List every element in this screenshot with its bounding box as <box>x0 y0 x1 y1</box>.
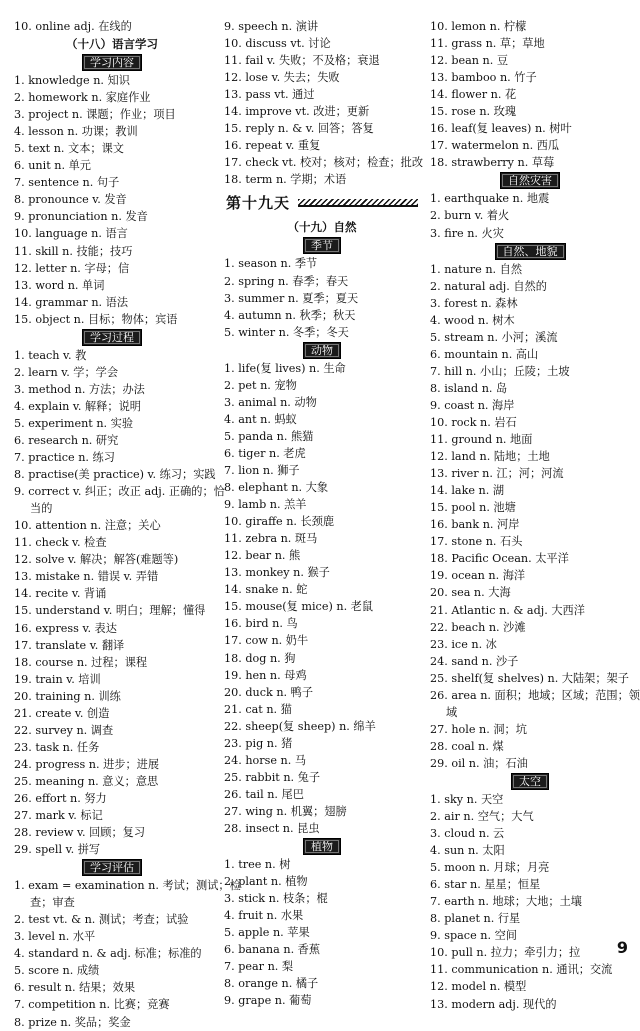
vocab-entry: 6. research n. 研究 <box>14 433 119 447</box>
vocab-entry: 25. rabbit n. 兔子 <box>224 770 321 784</box>
vocab-entry: 2. homework n. 家庭作业 <box>14 91 151 105</box>
vocab-entry: 11. fail v. 失败；不及格；衰退 <box>224 54 380 68</box>
vocab-entry: 29. oil n. 油；石油 <box>430 756 528 770</box>
vocab-entry: 11. check v. 检查 <box>14 536 107 550</box>
vocab-entry: 7. hill n. 小山；丘陵；土坡 <box>430 364 570 378</box>
vocab-entry: 4. autumn n. 秋季；秋天 <box>224 308 356 322</box>
vocab-entry-continuation: 域 <box>446 705 458 719</box>
vocab-entry: 14. improve vt. 改进；更新 <box>224 105 370 119</box>
vocab-entry: 5. apple n. 苹果 <box>224 926 310 940</box>
vocab-entry: 6. banana n. 香蕉 <box>224 943 321 957</box>
section-label-text: 自然、地貌 <box>495 243 566 260</box>
vocab-entry: 17. cow n. 奶牛 <box>224 634 309 648</box>
vocab-entry: 1. life(复 lives) n. 生命 <box>224 361 346 375</box>
vocab-entry: 18. course n. 过程；课程 <box>14 655 148 669</box>
vocab-entry: 15. understand v. 明白；理解；懂得 <box>14 604 206 618</box>
vocab-entry: 6. star n. 星星；恒星 <box>430 878 541 892</box>
vocab-entry: 26. area n. 面积；地域；区域；范围；领 <box>430 688 640 702</box>
vocab-entry: 26. tail n. 尾巴 <box>224 787 304 801</box>
vocab-entry: 22. sheep(复 sheep) n. 绵羊 <box>224 719 376 733</box>
vocab-entry: 7. lion n. 狮子 <box>224 463 300 477</box>
vocab-entry: 10. rock n. 岩石 <box>430 415 517 429</box>
vocab-entry: 3. summer n. 夏季；夏天 <box>224 291 359 305</box>
vocab-entry: 8. pronounce v. 发音 <box>14 193 127 207</box>
vocab-entry: 1. sky n. 天空 <box>430 792 504 806</box>
vocab-entry: 9. speech n. 演讲 <box>224 20 319 33</box>
vocab-entry: 15. rose n. 玫瑰 <box>430 105 517 119</box>
vocab-entry: 4. standard n. & adj. 标准；标准的 <box>14 947 202 961</box>
vocab-entry: 22. survey n. 调查 <box>14 723 114 737</box>
vocab-entry: 12. bear n. 熊 <box>224 549 301 563</box>
vocab-entry: 24. horse n. 马 <box>224 753 307 767</box>
vocab-entry: 8. orange n. 橘子 <box>224 977 319 991</box>
vocab-entry: 10. attention n. 注意；关心 <box>14 519 161 533</box>
vocab-entry: 3. method n. 方法；办法 <box>14 382 145 396</box>
vocab-entry: 10. pull n. 拉力；牵引力；拉 <box>430 946 581 960</box>
column-middle <box>224 18 424 1009</box>
vocab-entry: 4. explain v. 解释；说明 <box>14 399 141 413</box>
vocab-entry: 8. elephant n. 大象 <box>224 481 329 495</box>
vocab-entry: 4. wood n. 树木 <box>430 313 515 327</box>
section-label <box>430 773 630 790</box>
vocab-entry: 21. create v. 创造 <box>14 706 110 720</box>
vocab-entry: 14. snake n. 蛇 <box>224 583 308 597</box>
vocab-entry: 3. level n. 水平 <box>14 930 96 944</box>
vocab-entry: 13. word n. 单词 <box>14 278 105 292</box>
column-left <box>14 18 241 1031</box>
vocab-entry: 12. lose v. 失去；失败 <box>224 71 340 85</box>
vocab-entry: 3. animal n. 动物 <box>224 395 317 409</box>
vocab-entry: 5. score n. 成绩 <box>14 964 100 978</box>
vocab-entry: 14. flower n. 花 <box>430 88 517 102</box>
vocab-entry: 20. training n. 训练 <box>14 689 121 703</box>
vocab-entry: 21. Atlantic n. & adj. 大西洋 <box>430 603 585 617</box>
vocab-entry: 28. coal n. 煤 <box>430 739 504 753</box>
vocab-entry: 18. Pacific Ocean. 太平洋 <box>430 552 569 566</box>
vocab-entry: 2. natural adj. 自然的 <box>430 279 547 293</box>
vocab-entry: 13. river n. 江；河；河流 <box>430 467 564 481</box>
vocab-entry: 7. practice n. 练习 <box>14 451 115 465</box>
vocab-entry: 2. spring n. 春季；春天 <box>224 274 349 288</box>
vocab-entry: 5. text n. 文本；课文 <box>14 142 124 156</box>
vocab-entry: 13. pass vt. 通过 <box>224 88 315 102</box>
vocab-entry: 15. pool n. 池塘 <box>430 501 516 515</box>
topic-heading: （十九）自然 <box>287 220 357 235</box>
section-label-text: 动物 <box>303 342 341 359</box>
decorative-zigzag-rule <box>298 199 418 207</box>
vocab-entry: 29. spell v. 拼写 <box>14 843 101 857</box>
vocab-entry: 24. sand n. 沙子 <box>430 654 519 668</box>
vocab-entry: 18. dog n. 狗 <box>224 651 296 665</box>
vocab-entry: 16. bird n. 鸟 <box>224 617 298 631</box>
vocab-entry: 12. letter n. 字母；信 <box>14 261 130 275</box>
vocab-entry: 12. land n. 陆地；土地 <box>430 450 550 464</box>
vocab-entry: 8. prize n. 奖品；奖金 <box>14 1015 131 1029</box>
vocab-entry: 1. tree n. 树 <box>224 858 291 872</box>
vocab-entry: 6. tiger n. 老虎 <box>224 446 306 460</box>
vocab-entry: 16. bank n. 河岸 <box>430 518 520 532</box>
vocab-entry: 11. ground n. 地面 <box>430 433 533 447</box>
vocab-entry: 20. sea n. 大海 <box>430 586 511 600</box>
vocab-entry: 9. coast n. 海岸 <box>430 398 515 412</box>
vocab-entry: 3. stick n. 枝条；棍 <box>224 892 328 906</box>
vocab-entry: 13. bamboo n. 竹子 <box>430 71 537 85</box>
vocab-entry: 16. express v. 表达 <box>14 621 117 635</box>
vocab-entry: 10. discuss vt. 讨论 <box>224 37 331 51</box>
vocab-entry: 14. recite v. 背诵 <box>14 587 107 601</box>
vocab-entry: 26. effort n. 努力 <box>14 791 107 805</box>
vocab-entry: 3. project n. 课题；作业；项目 <box>14 108 176 122</box>
vocab-entry: 7. earth n. 地球；大地；土壤 <box>430 895 582 909</box>
vocab-entry: 6. mountain n. 高山 <box>430 347 539 361</box>
section-label <box>14 54 210 71</box>
vocab-entry: 10. language n. 语言 <box>14 227 128 241</box>
section-label <box>14 329 210 346</box>
vocab-entry: 2. air n. 空气；大气 <box>430 810 534 824</box>
vocab-entry: 8. island n. 岛 <box>430 381 508 395</box>
vocab-entry: 14. lake n. 湖 <box>430 484 505 498</box>
vocab-entry: 21. cat n. 猫 <box>224 702 292 716</box>
vocab-entry: 5. experiment n. 实验 <box>14 416 134 430</box>
vocab-entry: 16. leaf(复 leaves) n. 树叶 <box>430 122 572 136</box>
vocab-entry: 4. lesson n. 功课；教训 <box>14 125 138 139</box>
vocab-entry: 1. teach v. 教 <box>14 348 87 362</box>
vocab-entry: 2. pet n. 宠物 <box>224 378 297 392</box>
vocab-entry: 17. translate v. 翻译 <box>14 638 125 652</box>
vocab-entry: 23. task n. 任务 <box>14 740 100 754</box>
vocab-entry: 19. ocean n. 海洋 <box>430 569 526 583</box>
section-label-text: 植物 <box>303 838 341 855</box>
section-label <box>224 838 420 855</box>
vocab-entry: 14. grammar n. 语法 <box>14 295 129 309</box>
vocab-entry: 15. object n. 目标；物体；宾语 <box>14 312 178 326</box>
vocab-entry: 23. ice n. 冰 <box>430 637 497 651</box>
vocab-entry: 7. competition n. 比赛；竞赛 <box>14 998 170 1012</box>
vocab-entry: 9. grape n. 葡萄 <box>224 994 312 1008</box>
section-label-text: 学习过程 <box>82 329 142 346</box>
vocab-entry: 9. pronunciation n. 发音 <box>14 210 148 224</box>
vocab-entry: 18. strawberry n. 草莓 <box>430 156 555 170</box>
vocab-entry: 9. lamb n. 羔羊 <box>224 498 307 512</box>
vocab-entry: 10. online adj. 在线的 <box>14 20 132 33</box>
vocab-entry: 17. watermelon n. 西瓜 <box>430 139 560 153</box>
vocab-entry: 11. zebra n. 斑马 <box>224 532 318 546</box>
vocab-entry: 1. nature n. 自然 <box>430 262 523 276</box>
vocab-entry: 4. ant n. 蚂蚁 <box>224 412 297 426</box>
vocab-entry: 3. forest n. 森林 <box>430 296 518 310</box>
vocab-entry: 11. grass n. 草；草地 <box>430 37 545 51</box>
vocab-entry: 5. moon n. 月球；月亮 <box>430 861 550 875</box>
vocab-entry: 1. season n. 季节 <box>224 257 318 271</box>
day-heading <box>224 190 420 216</box>
section-label-text: 季节 <box>303 237 341 254</box>
vocab-entry: 6. unit n. 单元 <box>14 159 91 173</box>
vocab-entry: 10. lemon n. 柠檬 <box>430 20 527 33</box>
vocab-entry: 19. train v. 培训 <box>14 672 101 686</box>
vocab-entry: 16. repeat v. 重复 <box>224 139 321 153</box>
vocab-entry: 2. plant n. 植物 <box>224 875 308 889</box>
vocab-entry: 28. insect n. 昆虫 <box>224 821 320 835</box>
vocab-entry: 2. burn v. 着火 <box>430 209 510 223</box>
vocab-entry: 17. check vt. 校对；核对；检查；批改 <box>224 156 424 170</box>
vocab-entry: 2. test vt. & n. 测试；考查；试验 <box>14 913 189 927</box>
section-label <box>430 243 630 260</box>
vocab-entry: 13. modern adj. 现代的 <box>430 997 557 1011</box>
vocab-entry: 1. exam = examination n. 考试；测试；检 <box>14 879 241 893</box>
vocab-entry: 5. winter n. 冬季；冬天 <box>224 325 349 339</box>
vocab-entry: 28. review v. 回顾；复习 <box>14 826 146 840</box>
section-label-text: 学习评估 <box>82 859 142 876</box>
vocab-entry: 1. knowledge n. 知识 <box>14 74 130 88</box>
day-heading-text: 第十九天 <box>226 194 291 213</box>
column-right <box>430 18 640 1013</box>
vocab-entry: 12. solve v. 解决；解答(难题等) <box>14 553 179 567</box>
vocab-entry: 18. term n. 学期；术语 <box>224 173 347 187</box>
vocab-entry: 8. planet n. 行星 <box>430 912 521 926</box>
vocab-entry: 12. bean n. 豆 <box>430 54 509 68</box>
vocab-entry: 10. giraffe n. 长颈鹿 <box>224 515 335 529</box>
vocab-entry-continuation: 当的 <box>30 502 53 516</box>
vocab-entry: 11. skill n. 技能；技巧 <box>14 244 133 258</box>
vocab-entry: 12. model n. 模型 <box>430 980 527 994</box>
vocab-entry: 5. panda n. 熊猫 <box>224 429 314 443</box>
vocab-entry: 15. reply n. & v. 回答；答复 <box>224 122 374 136</box>
vocab-entry: 27. mark v. 标记 <box>14 809 103 823</box>
vocab-entry: 24. progress n. 进步；进展 <box>14 757 160 771</box>
vocab-entry: 20. duck n. 鸭子 <box>224 685 314 699</box>
vocab-entry: 19. hen n. 母鸡 <box>224 668 307 682</box>
vocab-entry: 8. practise(美 practice) v. 练习；实践 <box>14 468 216 482</box>
section-label <box>224 342 420 359</box>
topic-heading: （十八）语言学习 <box>66 37 158 52</box>
vocab-entry: 25. shelf(复 shelves) n. 大陆架；架子 <box>430 671 629 685</box>
section-label <box>224 237 420 254</box>
vocab-entry: 7. sentence n. 句子 <box>14 176 120 190</box>
vocab-entry: 13. monkey n. 猴子 <box>224 566 330 580</box>
vocab-entry: 7. pear n. 梨 <box>224 960 294 974</box>
vocab-entry: 9. correct v. 纠正；改正 adj. 正确的；恰 <box>14 485 225 499</box>
section-label <box>430 172 630 189</box>
vocab-entry: 17. stone n. 石头 <box>430 535 523 549</box>
vocab-entry: 9. space n. 空间 <box>430 929 517 943</box>
vocab-entry: 6. result n. 结果；效果 <box>14 981 136 995</box>
section-label-text: 自然灾害 <box>500 172 560 189</box>
vocab-entry: 22. beach n. 沙滩 <box>430 620 526 634</box>
section-label-text: 太空 <box>511 773 549 790</box>
vocab-entry: 3. cloud n. 云 <box>430 827 505 841</box>
vocab-entry: 4. sun n. 太阳 <box>430 844 505 858</box>
vocab-entry: 15. mouse(复 mice) n. 老鼠 <box>224 600 374 614</box>
vocab-entry: 5. stream n. 小河；溪流 <box>430 330 558 344</box>
vocab-entry: 3. fire n. 火灾 <box>430 226 504 240</box>
vocab-entry: 23. pig n. 猪 <box>224 736 293 750</box>
section-label <box>14 859 210 876</box>
vocab-entry: 4. fruit n. 水果 <box>224 909 304 923</box>
vocab-entry: 27. wing n. 机翼；翅膀 <box>224 804 347 818</box>
section-label-text: 学习内容 <box>82 54 142 71</box>
vocab-entry: 1. earthquake n. 地震 <box>430 192 550 206</box>
vocab-entry: 2. learn v. 学；学会 <box>14 365 119 379</box>
vocab-entry: 11. communication n. 通讯；交流 <box>430 963 613 977</box>
vocab-entry: 25. meaning n. 意义；意思 <box>14 774 159 788</box>
vocab-entry: 27. hole n. 洞；坑 <box>430 722 527 736</box>
vocab-entry: 13. mistake n. 错误 v. 弄错 <box>14 570 159 584</box>
page-number: 9 <box>616 938 628 957</box>
vocab-entry-continuation: 查；审查 <box>30 896 75 910</box>
